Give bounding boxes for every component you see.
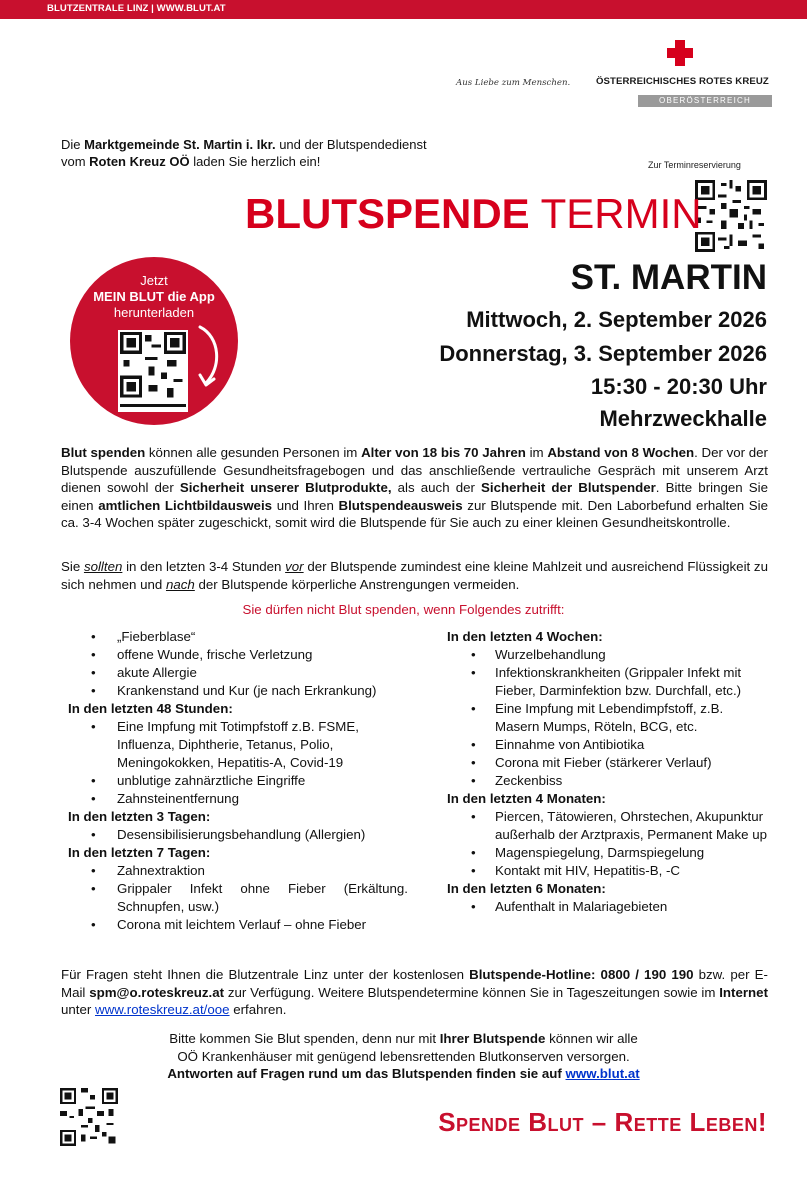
list-item: • Kontakt mit HIV, Hepatitis-B, -C [447,862,767,880]
intro-text: Die Marktgemeinde St. Martin i. Ikr. und der Blutspendedienst vom Roten Kreuz OÖ laden Sie herzlich ein! [61,137,427,169]
list-item: • Zeckenbiss [447,772,767,790]
email-address: spm@o.roteskreuz.at [89,984,225,1000]
blut-link[interactable]: www.blut.at [565,1066,640,1081]
roteskreuz-link[interactable]: www.roteskreuz.at/ooe [95,1002,230,1017]
list-item: • Eine Impfung mit Totimpfstoff z.B. FSME, Influenza, Diphtherie, Tetanus, Polio, Meningokokken, Hepatitis-A, Covid-19 [68,718,408,772]
list-item: • akute Allergie [68,664,408,682]
list-item: • Eine Impfung mit Lebendimpfstoff, z.B. Masern Mumps, Röteln, BCG, etc. [447,700,767,736]
red-cross-logo [596,40,772,112]
top-banner [0,0,807,19]
qr-caption: Zur Terminreservierung [648,160,741,170]
event-date-2: Donnerstag, 3. September 2026 [439,341,767,366]
qr-code-icon [60,1088,118,1146]
app-badge-line1: Jetzt [140,273,168,288]
section-heading: In den letzten 6 Monaten: [447,881,606,896]
headline-bold: BLUTSPENDE [245,190,530,237]
headline-thin: TERMIN [540,190,702,237]
list-item: • Piercen, Tätowieren, Ohrstechen, Akupunktur außerhalb der Arztpraxis, Permanent Make up [447,808,767,844]
app-badge-line3: herunterladen [113,305,195,320]
list-item: • Einnahme von Antibiotika [447,736,767,754]
list-item: • Corona mit leichtem Verlauf – ohne Fieber [68,916,408,934]
contact-paragraph: Für Fragen steht Ihnen die Blutzentrale Linz unter der kostenlosen Blutspende-Hotline: 0800 / 190 190 bzw. per E-Mail spm@o.roteskreuz.at zur Verfügung. Weitere Blutspendetermine können Sie in Tageszeitungen sowie im Internet unter www.roteskreuz.at/ooe erfahren. [61,967,768,1017]
preparation-paragraph: Sie sollten in den letzten 3-4 Stunden vor der Blutspende zumindest eine kleine Mahlzeit und ausreichend Flüssigkeit zu sich nehmen und nach der Blutspende körperliche Anstrengungen vermeiden. [61,559,768,592]
list-item: • Grippaler Infekt ohne Fieber (Erkältung. Schnupfen, usw.) [68,880,408,916]
section-heading: In den letzten 3 Tagen: [68,809,211,824]
list-item: • Aufenthalt in Malariagebieten [447,898,767,916]
exclusion-warning: Sie dürfen nicht Blut spenden, wenn Folgendes zutrifft: [242,602,565,617]
section-heading: In den letzten 7 Tagen: [68,845,211,860]
logo-subtitle: OBERÖSTERREICH [638,95,772,107]
tagline: Spende Blut – Rette Leben! [438,1107,767,1137]
closing-line-2: OÖ Krankenhäuser mit genügend lebensrettenden Blutkonserven versorgen. [177,1049,630,1064]
list-item: • offene Wunde, frische Verletzung [68,646,408,664]
qr-code-icon [120,332,186,410]
event-date-1: Mittwoch, 2. September 2026 [466,307,767,332]
logo-slogan: Aus Liebe zum Menschen. [456,78,571,88]
footer-qr-code[interactable] [60,1088,118,1146]
event-time: 15:30 - 20:30 Uhr [590,374,767,399]
closing-line-1: Bitte kommen Sie Blut spenden, denn nur mit Ihrer Blutspende können wir alle [169,1031,638,1046]
section-heading: In den letzten 48 Stunden: [68,701,233,716]
exclusion-list-right [447,628,767,916]
list-item: • Krankenstand und Kur (je nach Erkrankung) [68,682,408,700]
reservation-qr-code[interactable] [695,180,767,252]
logo-name: ÖSTERREICHISCHES ROTES KREUZ [596,76,769,87]
headline [245,190,702,238]
list-item: • Zahnextraktion [68,862,408,880]
app-download-badge[interactable] [70,257,238,425]
event-venue: Mehrzweckhalle [599,406,767,431]
app-qr-code[interactable] [118,330,188,412]
section-heading: In den letzten 4 Monaten: [447,791,606,806]
red-cross-icon-bar [667,48,693,58]
section-heading: In den letzten 4 Wochen: [447,629,603,644]
list-item: • Wurzelbehandlung [447,646,767,664]
list-item: • „Fieberblase“ [68,628,408,646]
closing-line-3: Antworten auf Fragen rund um das Blutspenden finden sie auf www.blut.at [167,1066,640,1081]
curved-arrow-icon [190,323,230,393]
list-item: • unblutige zahnärztliche Eingriffe [68,772,408,790]
event-place: ST. MARTIN [570,258,767,297]
list-item: • Magenspiegelung, Darmspiegelung [447,844,767,862]
info-paragraph: Blut spenden können alle gesunden Personen im Alter von 18 bis 70 Jahren im Abstand von 8 Wochen. Der vor der Blutspende auszufüllende Gesundheitsfragebogen und das anschließende vertrauliche Gespräch mit unserem Arzt dienen sowohl der Sicherheit unserer Blutprodukte, als auch der Sicherheit der Blutspender. Bitte bringen Sie einen amtlichen Lichtbildausweis und Ihren Blutspendeausweis zur Blutspende mit. Den Laborbefund erhalten Sie ca. 3-4 Wochen später zugeschickt, somit wird die Blutspende für Sie auch zu einer kleinen Gesundheitskontrolle. [61,445,768,530]
list-item: • Zahnsteinentfernung [68,790,408,808]
list-item: • Infektionskrankheiten (Grippaler Infekt mit Fieber, Darminfektion bzw. Durchfall, etc.) [447,664,767,700]
qr-code-icon [695,180,767,252]
exclusion-list-left [68,628,408,934]
topbar-text: BLUTZENTRALE LINZ | WWW.BLUT.AT [47,3,226,14]
app-badge-text [70,273,238,321]
list-item: • Corona mit Fieber (stärkerer Verlauf) [447,754,767,772]
app-badge-line2: MEIN BLUT die App [93,289,215,304]
list-item: • Desensibilisierungsbehandlung (Allergien) [68,826,408,844]
